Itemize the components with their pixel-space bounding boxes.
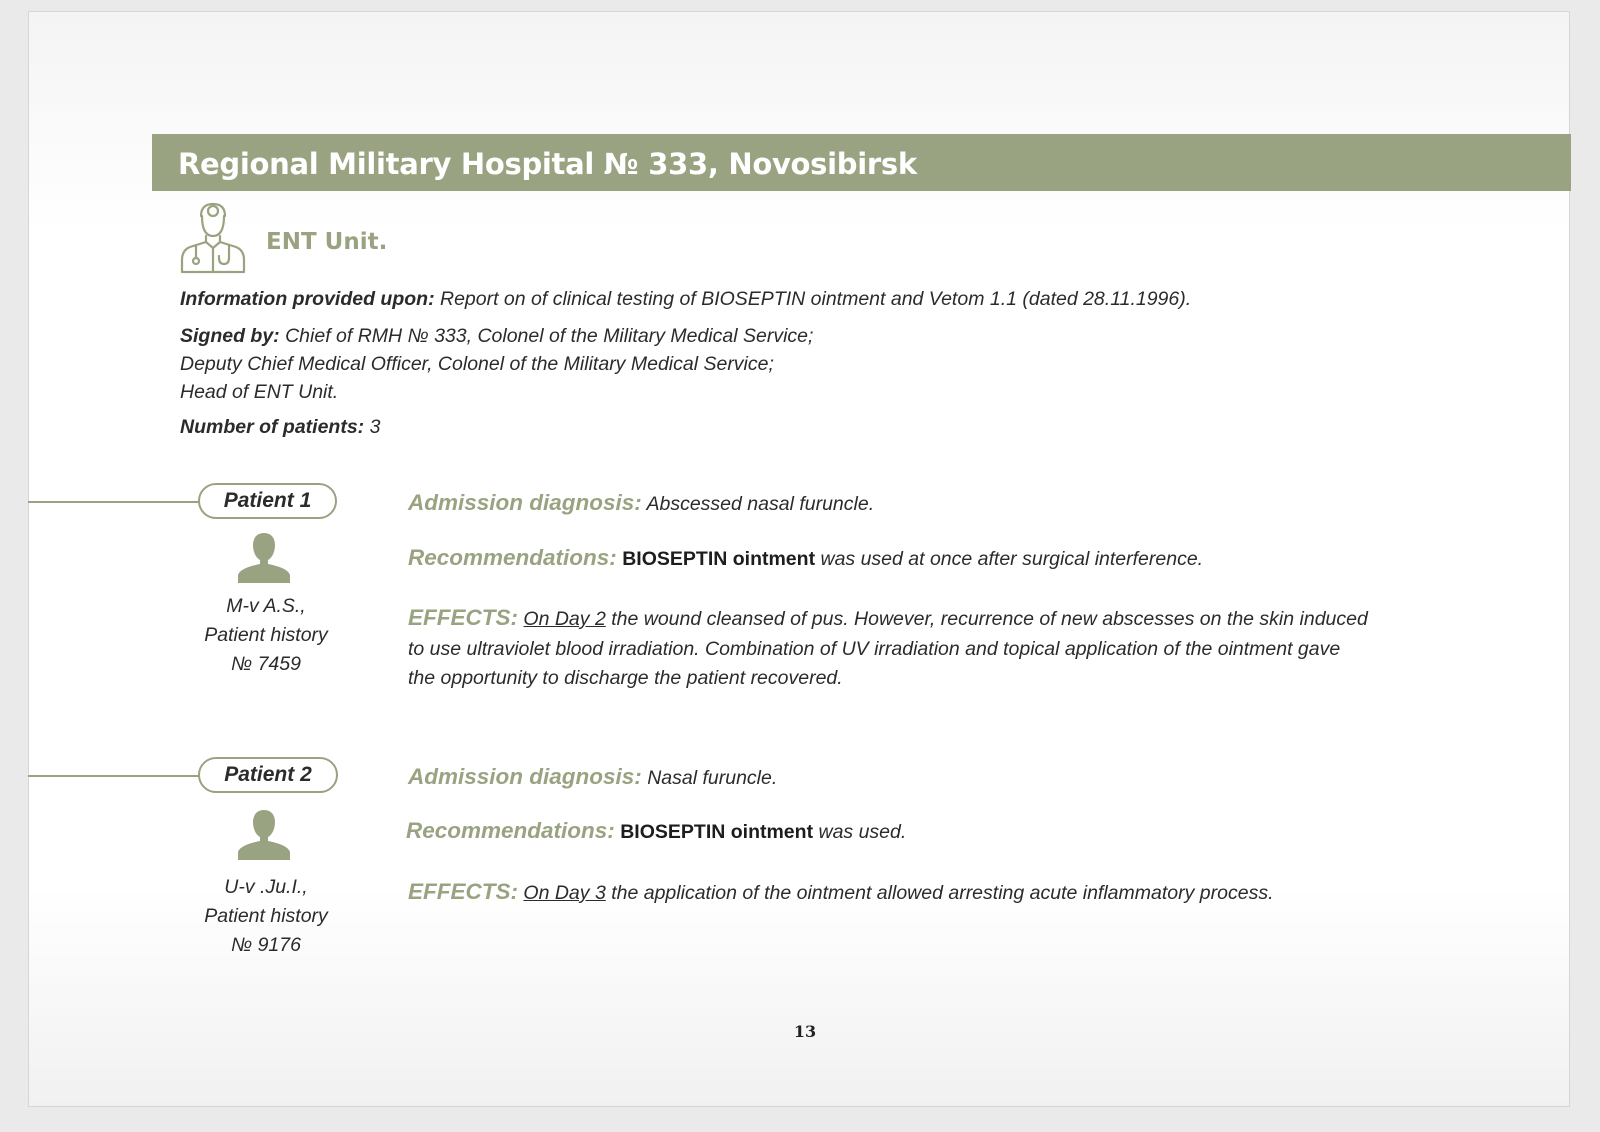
patient-2-admission [408,764,777,790]
patient-1-recommendations [408,545,1203,571]
person-icon [236,808,292,860]
effects-label: EFFECTS: [408,879,518,904]
patients-value: 3 [364,416,381,438]
signed-line-2: Deputy Chief Medical Officer, Colonel of the Military Medical Service; [180,353,774,375]
patient-1-name: M-v A.S., [226,595,306,617]
signed-by [180,322,813,406]
number-of-patients [180,413,380,441]
effects-day: On Day 2 [523,608,606,630]
info-label: Information provided upon: [180,288,435,310]
recommendations-label: Recommendations: [406,818,615,843]
patient-2-connector [28,775,200,777]
admission-value: Nasal furuncle. [641,767,778,789]
info-value: Report on of clinical testing of BIOSEPTIN ointment and Vetom 1.1 (dated 28.11.1996). [434,288,1192,310]
patient-2-history-label: Patient history [204,905,328,927]
person-icon [236,531,292,583]
recommendations-text: was used. [813,821,907,843]
recommendations-label: Recommendations: [408,545,617,570]
signed-line-3: Head of ENT Unit. [180,381,339,403]
patient-2-history-number: № 9176 [231,934,301,956]
patient-1-admission [408,490,874,516]
admission-label: Admission diagnosis: [408,764,642,789]
effects-line-2: to use ultraviolet blood irradiation. Combination of UV irradiation and topical application of the ointment gave [408,637,1341,660]
unit-label: ENT Unit. [266,229,388,255]
effects-label: EFFECTS: [408,605,518,630]
effects-day: On Day 3 [523,882,606,904]
patient-1-pill: Patient 1 [198,483,337,519]
patient-1-connector [28,501,200,503]
patient-1-info [166,592,366,679]
recommendations-product: BIOSEPTIN ointment [622,548,816,570]
recommendations-text: was used at once after surgical interference. [815,548,1204,570]
page-number: 13 [793,1022,817,1041]
doctor-icon [178,200,248,274]
admission-value: Abscessed nasal furuncle. [641,493,875,515]
info-provided [180,285,1191,313]
header-banner [152,134,1571,191]
signed-line-1: Chief of RMH № 333, Colonel of the Military Medical Service; [279,325,814,347]
page-title: Regional Military Hospital № 333, Novosibirsk [178,147,917,181]
admission-label: Admission diagnosis: [408,490,642,515]
patient-1-effects [408,603,1368,694]
effects-line-3: the opportunity to discharge the patient recovered. [408,667,843,689]
recommendations-product: BIOSEPTIN ointment [620,821,814,843]
patient-2-recommendations [406,818,906,844]
patient-1-history-number: № 7459 [231,653,301,675]
patient-2-pill: Patient 2 [198,757,338,793]
patient-1-history-label: Patient history [204,624,328,646]
patient-2-name: U-v .Ju.I., [224,876,308,898]
effects-line-1: the wound cleansed of pus. However, recurrence of new abscesses on the skin induced [605,608,1368,630]
patients-label: Number of patients: [180,416,365,438]
patient-2-info [166,873,366,960]
signed-label: Signed by: [180,325,280,347]
effects-line-1: the application of the ointment allowed arresting acute inflammatory process. [605,882,1274,904]
patient-2-effects [408,877,1273,909]
